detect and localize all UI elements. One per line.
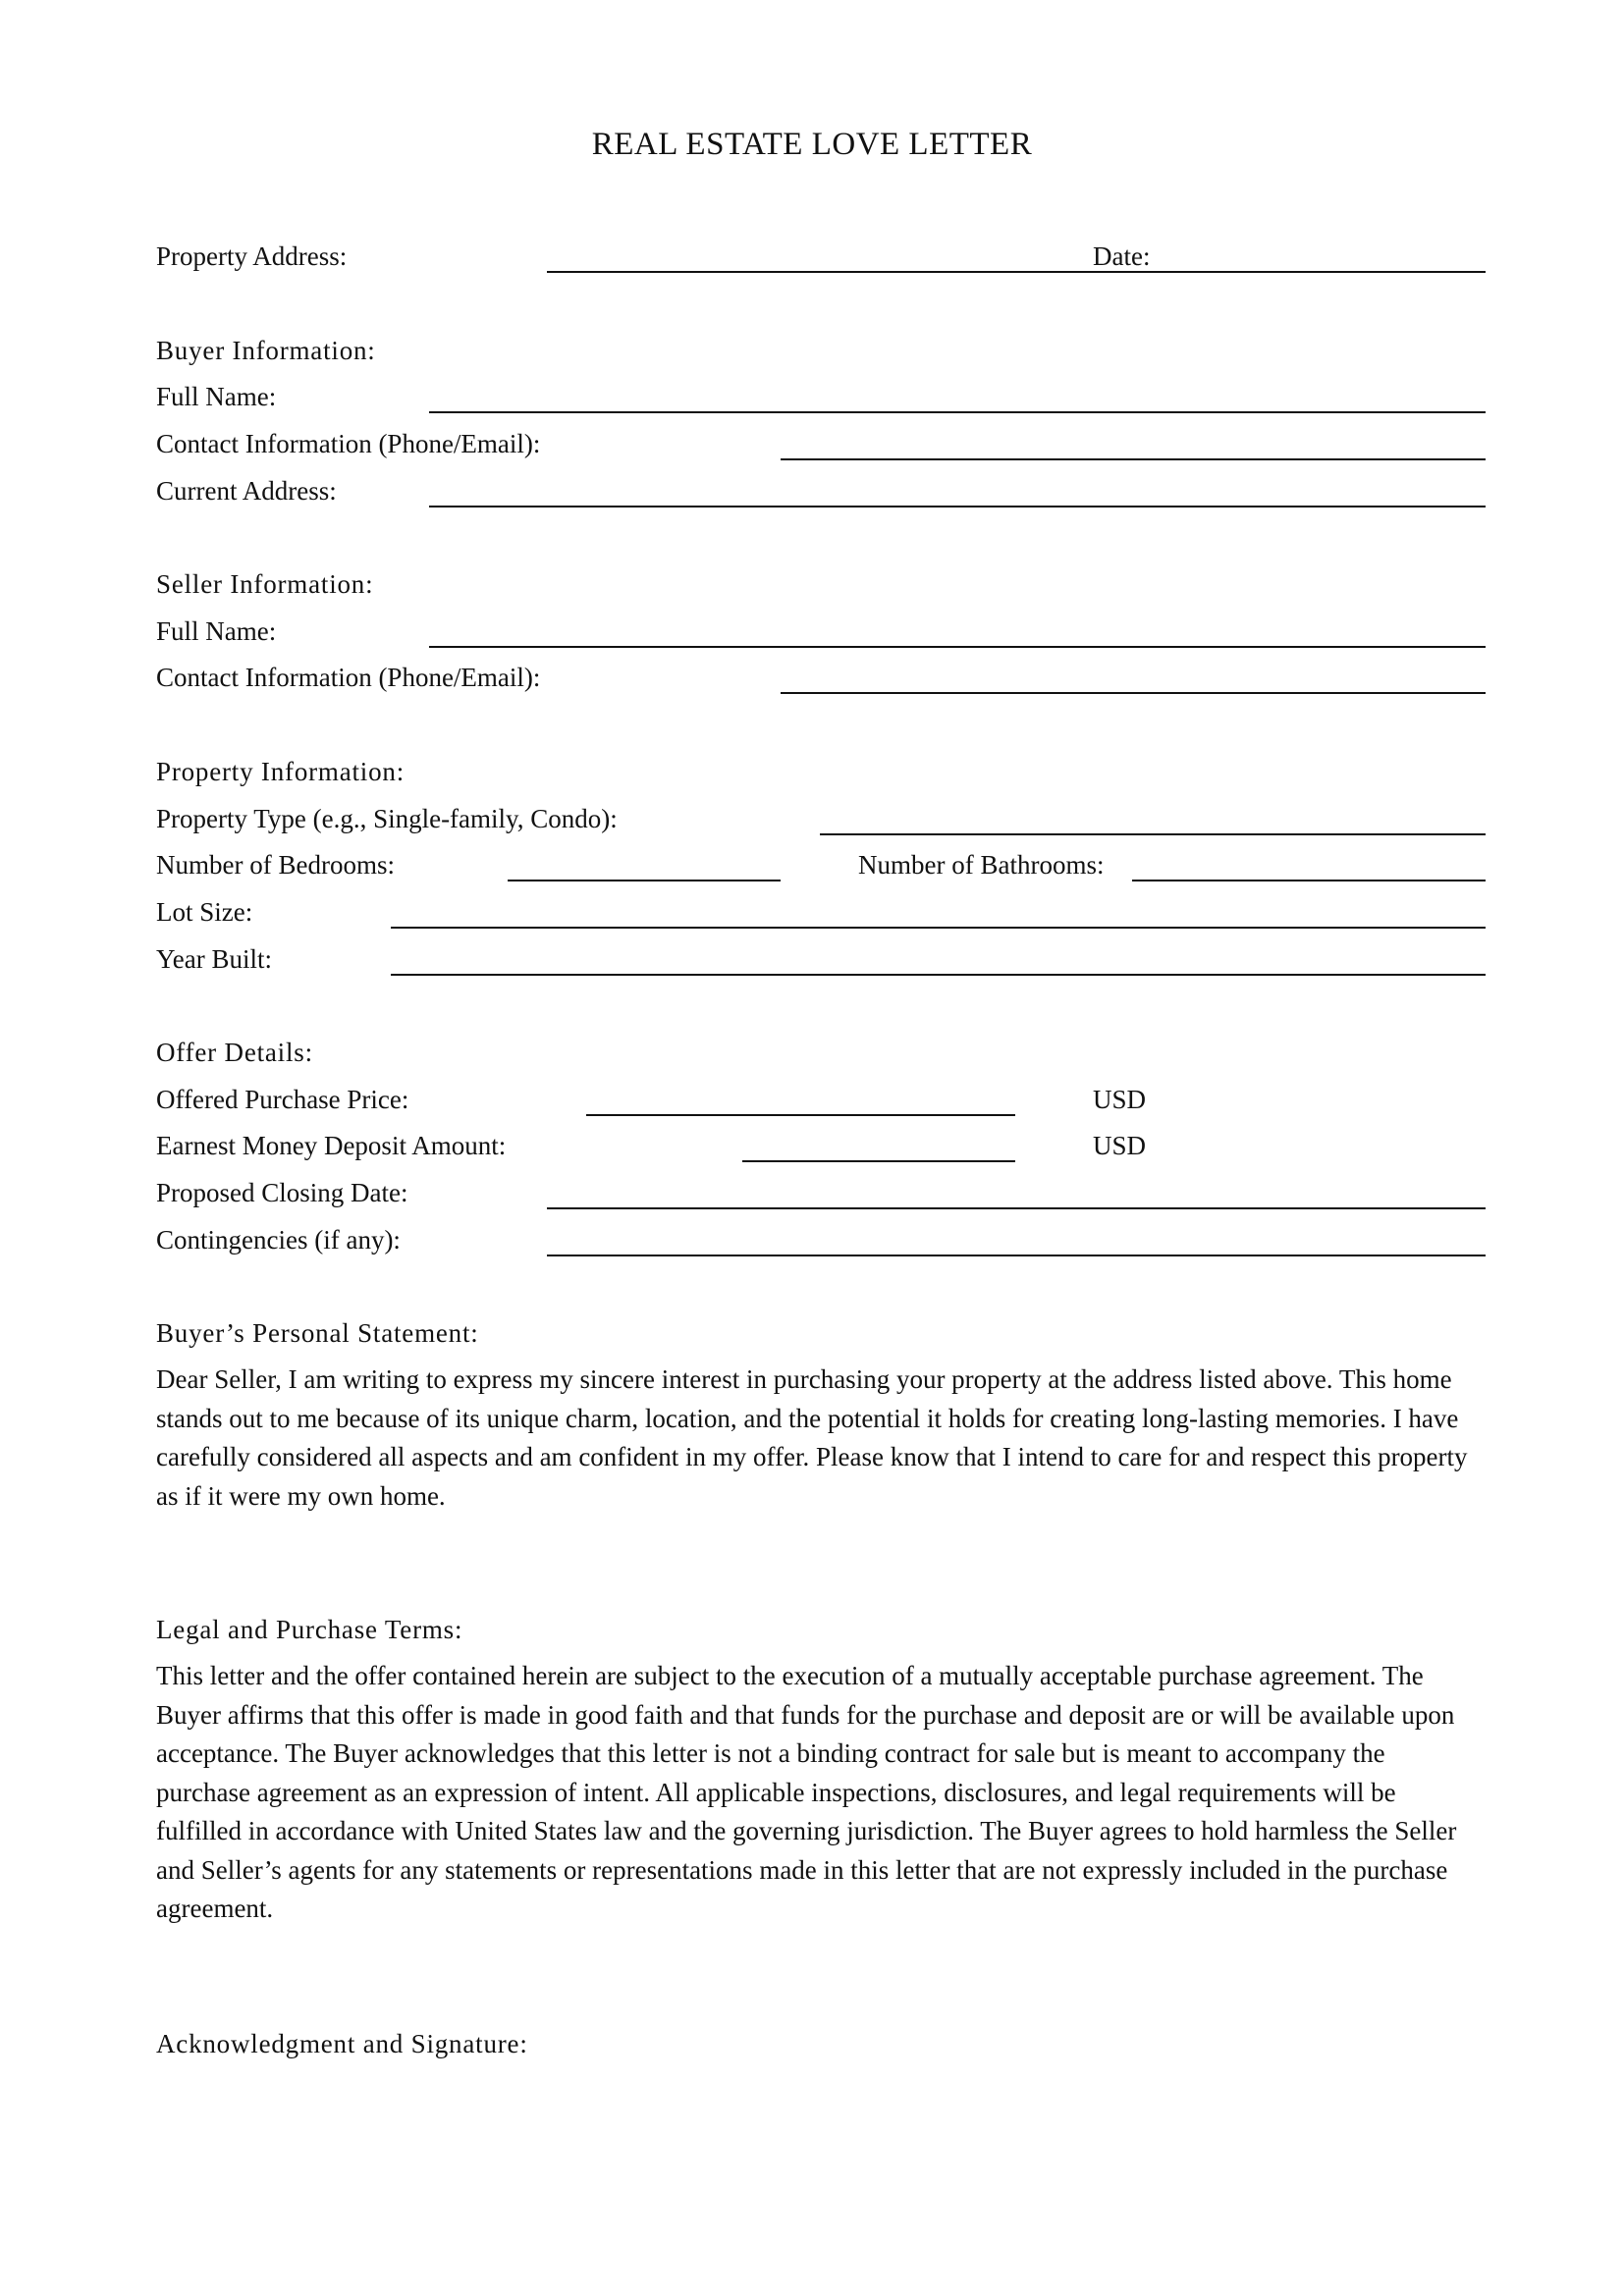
buyer-address-label: Current Address: — [156, 476, 337, 506]
seller-full-name-label: Full Name: — [156, 616, 277, 646]
offer-details-heading: Offer Details: — [156, 1038, 313, 1067]
seller-contact-label: Contact Information (Phone/Email): — [156, 663, 541, 692]
offered-price-currency: USD — [1093, 1085, 1147, 1114]
contingencies-field[interactable] — [547, 1255, 1486, 1256]
date-field[interactable] — [1157, 271, 1486, 273]
date-label: Date: — [1093, 241, 1151, 271]
property-address-field[interactable] — [547, 271, 1052, 273]
buyer-contact-label: Contact Information (Phone/Email): — [156, 429, 541, 458]
earnest-deposit-currency: USD — [1093, 1131, 1147, 1160]
offered-price-field[interactable] — [586, 1114, 1015, 1116]
buyer-full-name-label: Full Name: — [156, 382, 277, 411]
seller-info-heading: Seller Information: — [156, 569, 374, 599]
seller-full-name-field[interactable] — [429, 646, 1486, 648]
personal-statement-body: Dear Seller, I am writing to express my sincere interest in purchasing your property at the address listed above. This home stands out to me because of its unique charm, location, and the potential it holds for creating long-lasting memories. I have carefully considered all aspects and am confident in my offer. Please know that I intend to care for and respect this property as if it were my own home. — [156, 1364, 1468, 1511]
property-address-label: Property Address: — [156, 241, 348, 271]
bedrooms-label: Number of Bedrooms: — [156, 850, 395, 880]
year-built-field[interactable] — [391, 974, 1486, 976]
year-built-label: Year Built: — [156, 944, 273, 974]
bathrooms-field[interactable] — [1132, 880, 1486, 881]
property-type-field[interactable] — [820, 833, 1486, 835]
buyer-address-field[interactable] — [429, 506, 1486, 507]
property-type-label: Property Type (e.g., Single-family, Condo): — [156, 804, 618, 833]
contingencies-label: Contingencies (if any): — [156, 1225, 401, 1255]
bathrooms-label: Number of Bathrooms: — [858, 850, 1105, 880]
lot-size-label: Lot Size: — [156, 897, 253, 927]
buyer-full-name-field[interactable] — [429, 411, 1486, 413]
buyer-contact-field[interactable] — [781, 458, 1486, 460]
lot-size-field[interactable] — [391, 927, 1486, 929]
offered-price-label: Offered Purchase Price: — [156, 1085, 409, 1114]
earnest-deposit-label: Earnest Money Deposit Amount: — [156, 1131, 507, 1160]
bedrooms-field[interactable] — [508, 880, 781, 881]
earnest-deposit-field[interactable] — [742, 1160, 1015, 1162]
property-info-heading: Property Information: — [156, 757, 405, 786]
document-title: REAL ESTATE LOVE LETTER — [591, 127, 1033, 162]
buyer-info-heading: Buyer Information: — [156, 336, 376, 365]
personal-statement-heading: Buyer’s Personal Statement: — [156, 1318, 479, 1348]
signature-heading: Acknowledgment and Signature: — [156, 2029, 528, 2058]
legal-terms-body: This letter and the offer contained herein are subject to the execution of a mutually acceptable purchase agreement. The Buyer affirms that this offer is made in good faith and that funds for the purchase and deposit are or will be available upon acceptance. The Buyer acknowledges that this letter is not a binding contract for sale but is meant to accompany the purchase agreement as an expression of intent. All applicable inspections, disclosures, and legal requirements will be fulfilled in accordance with United States law and the governing jurisdiction. The Buyer agrees to hold harmless the Seller and Seller’s agents for any statements or representations made in this letter that are not expressly included in the purchase agreement. — [156, 1661, 1457, 1923]
seller-contact-field[interactable] — [781, 692, 1486, 694]
closing-date-label: Proposed Closing Date: — [156, 1178, 408, 1207]
legal-terms-heading: Legal and Purchase Terms: — [156, 1615, 463, 1644]
closing-date-field[interactable] — [547, 1207, 1486, 1209]
